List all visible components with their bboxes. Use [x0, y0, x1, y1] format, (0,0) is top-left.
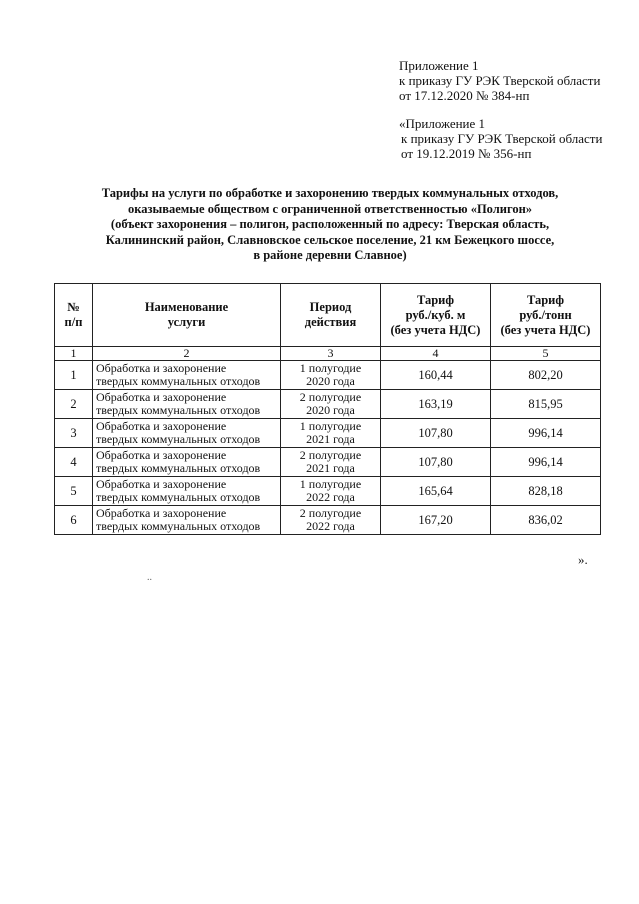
- header-number: № п/п: [55, 284, 93, 347]
- appendix-label: Приложение 1: [399, 58, 479, 73]
- validity-period: 2 полугодие 2022 года: [281, 506, 381, 535]
- column-number: 5: [491, 347, 601, 361]
- table-row: [55, 361, 601, 390]
- service-name: Обработка и захоронение твердых коммунальных отходов: [93, 506, 281, 535]
- column-number: 2: [93, 347, 281, 361]
- tariff-per-ton: 802,20: [491, 361, 601, 390]
- title-line: Тарифы на услуги по обработке и захоронению твердых коммунальных отходов,: [101, 186, 559, 200]
- stray-marks: ..: [147, 572, 152, 583]
- prior-order-date-number: от 19.12.2019 № 356-нп: [401, 146, 532, 161]
- row-number: 2: [55, 390, 93, 419]
- tariff-per-ton: 996,14: [491, 419, 601, 448]
- tariff-per-m3: 160,44: [381, 361, 491, 390]
- row-number: 6: [55, 506, 93, 535]
- tariff-per-m3: 107,80: [381, 419, 491, 448]
- service-name: Обработка и захоронение твердых коммунальных отходов: [93, 390, 281, 419]
- tariff-per-ton: 836,02: [491, 506, 601, 535]
- row-number: 4: [55, 448, 93, 477]
- title-line: в районе деревни Славное): [253, 248, 407, 262]
- tariff-per-m3: 165,64: [381, 477, 491, 506]
- header-tariff-m3: Тариф руб./куб. м (без учета НДС): [381, 284, 491, 347]
- order-date-number: от 17.12.2020 № 384-нп: [399, 88, 530, 103]
- tariff-per-m3: 107,80: [381, 448, 491, 477]
- row-number: 3: [55, 419, 93, 448]
- service-name: Обработка и захоронение твердых коммунальных отходов: [93, 419, 281, 448]
- table-row: [55, 506, 601, 535]
- validity-period: 2 полугодие 2021 года: [281, 448, 381, 477]
- table-row: [55, 448, 601, 477]
- service-name: Обработка и захоронение твердых коммунальных отходов: [93, 361, 281, 390]
- tariff-table: [54, 283, 601, 535]
- validity-period: 1 полугодие 2021 года: [281, 419, 381, 448]
- validity-period: 1 полугодие 2022 года: [281, 477, 381, 506]
- title-line: (объект захоронения – полигон, расположенный по адресу: Тверская область,: [110, 217, 550, 231]
- header-service-name: Наименование услуги: [93, 284, 281, 347]
- row-number: 1: [55, 361, 93, 390]
- tariff-per-m3: 163,19: [381, 390, 491, 419]
- prior-order-reference: к приказу ГУ РЭК Тверской области: [401, 131, 603, 146]
- table-row: [55, 390, 601, 419]
- header-tariff-ton: Тариф руб./тонн (без учета НДС): [491, 284, 601, 347]
- closing-quote: ».: [578, 552, 588, 567]
- table-row: [55, 477, 601, 506]
- prior-appendix-label: «Приложение 1: [399, 116, 486, 131]
- table-row: [55, 419, 601, 448]
- column-number-row: [55, 347, 601, 361]
- column-number: 1: [55, 347, 93, 361]
- tariff-per-m3: 167,20: [381, 506, 491, 535]
- service-name: Обработка и захоронение твердых коммунальных отходов: [93, 477, 281, 506]
- column-number: 4: [381, 347, 491, 361]
- column-number: 3: [281, 347, 381, 361]
- table-header-row: [55, 284, 601, 347]
- service-name: Обработка и захоронение твердых коммунальных отходов: [93, 448, 281, 477]
- header-period: Период действия: [281, 284, 381, 347]
- validity-period: 2 полугодие 2020 года: [281, 390, 381, 419]
- tariff-per-ton: 815,95: [491, 390, 601, 419]
- validity-period: 1 полугодие 2020 года: [281, 361, 381, 390]
- tariff-per-ton: 996,14: [491, 448, 601, 477]
- title-line: оказываемые обществом с ограниченной ответственностью «Полигон»: [127, 201, 533, 216]
- row-number: 5: [55, 477, 93, 506]
- order-reference: к приказу ГУ РЭК Тверской области: [399, 73, 601, 88]
- document-title: [60, 186, 600, 264]
- title-line: Калининский район, Славновское сельское поселение, 21 км Бежецкого шоссе,: [105, 232, 555, 247]
- tariff-per-ton: 828,18: [491, 477, 601, 506]
